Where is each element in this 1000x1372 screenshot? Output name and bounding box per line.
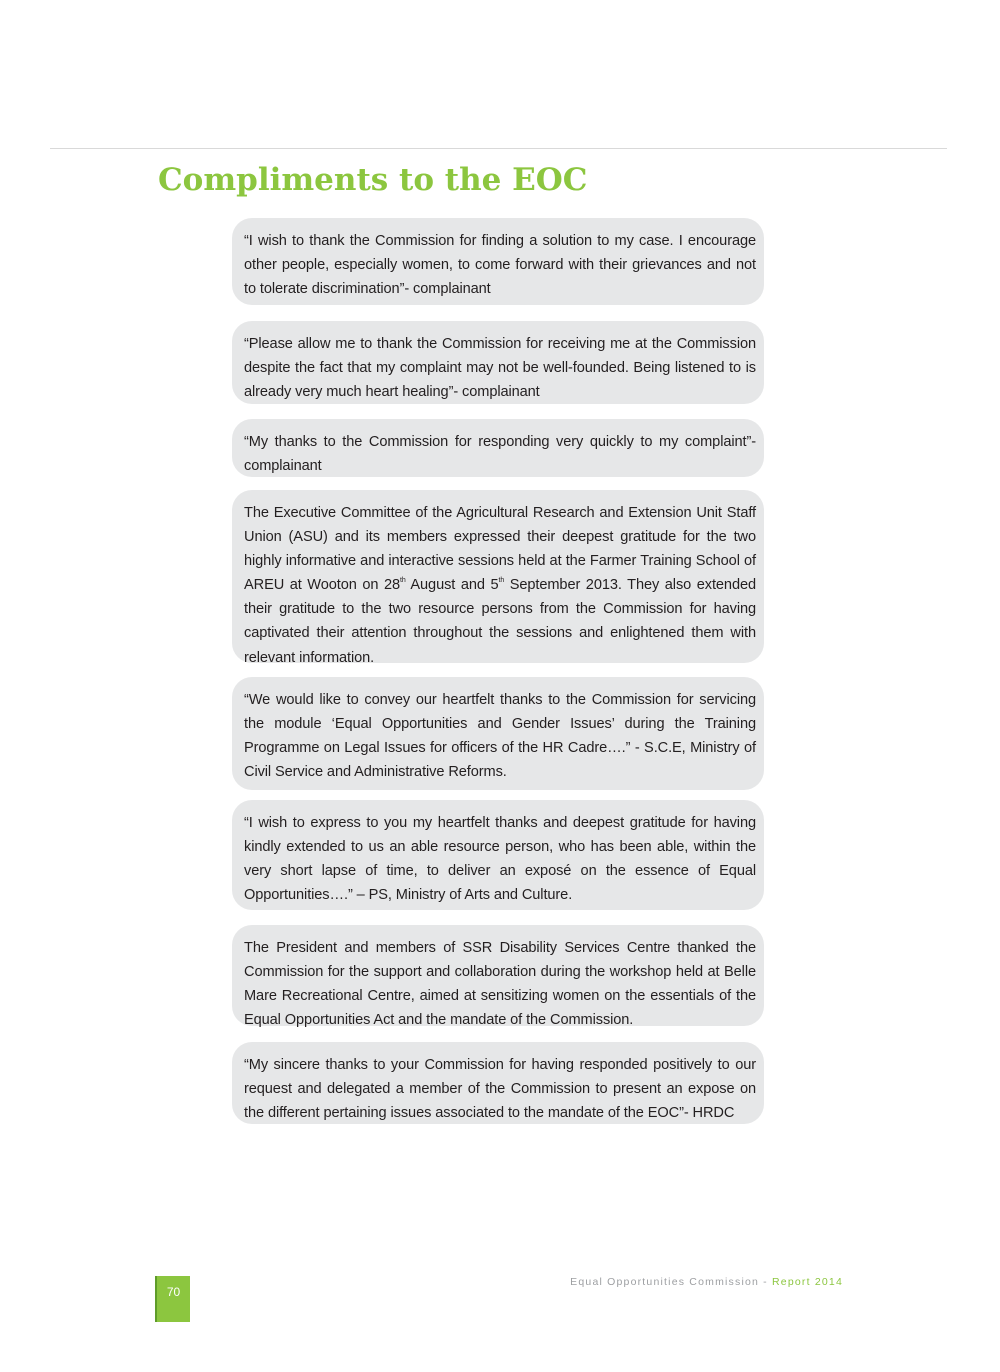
footer-report: Report 2014 [772, 1276, 843, 1288]
footer-org: Equal Opportunities Commission - [570, 1276, 772, 1288]
compliment-box [232, 218, 764, 305]
compliment-text-part: August and 5 [405, 577, 499, 594]
compliment-box [232, 925, 764, 1029]
compliment-text: “I wish to thank the Commission for finding a solution to my case. I encourage other people, especially women, to come forward with their grievances and not to tolerate discrimination”- complainant [244, 233, 756, 298]
page-title: Compliments to the EOC [158, 162, 588, 198]
compliment-text: “We would like to convey our heartfelt thanks to the Commission for servicing the module ‘Equal Opportunities and Gender Issues’ during the Training Programme on Legal Issues for officers of the HR Cadre….” - S.C.E, Ministry of Civil Service and Administrative Reforms. [244, 692, 756, 781]
ordinal-suffix: th [399, 577, 406, 585]
compliment-text-part: September 2013. They also extended their gratitude to the two resource persons from the Commission for having captivated their attention throughout the sessions and enlightened them with relevant information. [244, 577, 756, 666]
compliment-text: The President and members of SSR Disability Services Centre thanked the Commission for the support and collaboration during the workshop held at Belle Mare Recreational Centre, aimed at sensitizing women on the essentials of the Equal Opportunities Act and the mandate of the Commission. [244, 940, 756, 1029]
page-number: 70 [166, 1285, 181, 1299]
compliment-text-part: The Executive Committee of the Agricultural Research and Extension Unit Staff Union (ASU) and its members expressed their deepest gratitude for the two highly informative and interactive sessions held at the Farmer Training School of AREU at Wooton on 28 [244, 505, 756, 594]
compliment-box [232, 1042, 764, 1124]
compliment-text: “I wish to express to you my heartfelt thanks and deepest gratitude for having kindly extended to us an able resource person, who has been able, within the very short lapse of time, to deliver an exposé on the essence of Equal Opportunities….” – PS, Ministry of Arts and Culture. [244, 815, 756, 904]
page-number-tab [155, 1276, 190, 1322]
compliment-text: “My sincere thanks to your Commission for having responded positively to our request and delegated a member of the Commission to present an expose on the different pertaining issues associated to the mandate of the EOC”- HRDC [244, 1057, 756, 1122]
ordinal-suffix: th [498, 577, 505, 585]
compliment-box [232, 321, 764, 404]
header-divider [50, 148, 947, 149]
compliment-box [232, 800, 764, 910]
compliment-box [232, 677, 764, 790]
compliment-box [232, 490, 764, 666]
compliment-text: “Please allow me to thank the Commission for receiving me at the Commission despite the fact that my complaint may not be well-founded. Being listened to is already very much heart healing”- complainant [244, 336, 756, 401]
compliment-box [232, 419, 764, 477]
compliment-text [244, 501, 756, 670]
footer-caption [570, 1276, 843, 1288]
compliment-text: “My thanks to the Commission for responding very quickly to my complaint”- complainant [244, 434, 756, 475]
